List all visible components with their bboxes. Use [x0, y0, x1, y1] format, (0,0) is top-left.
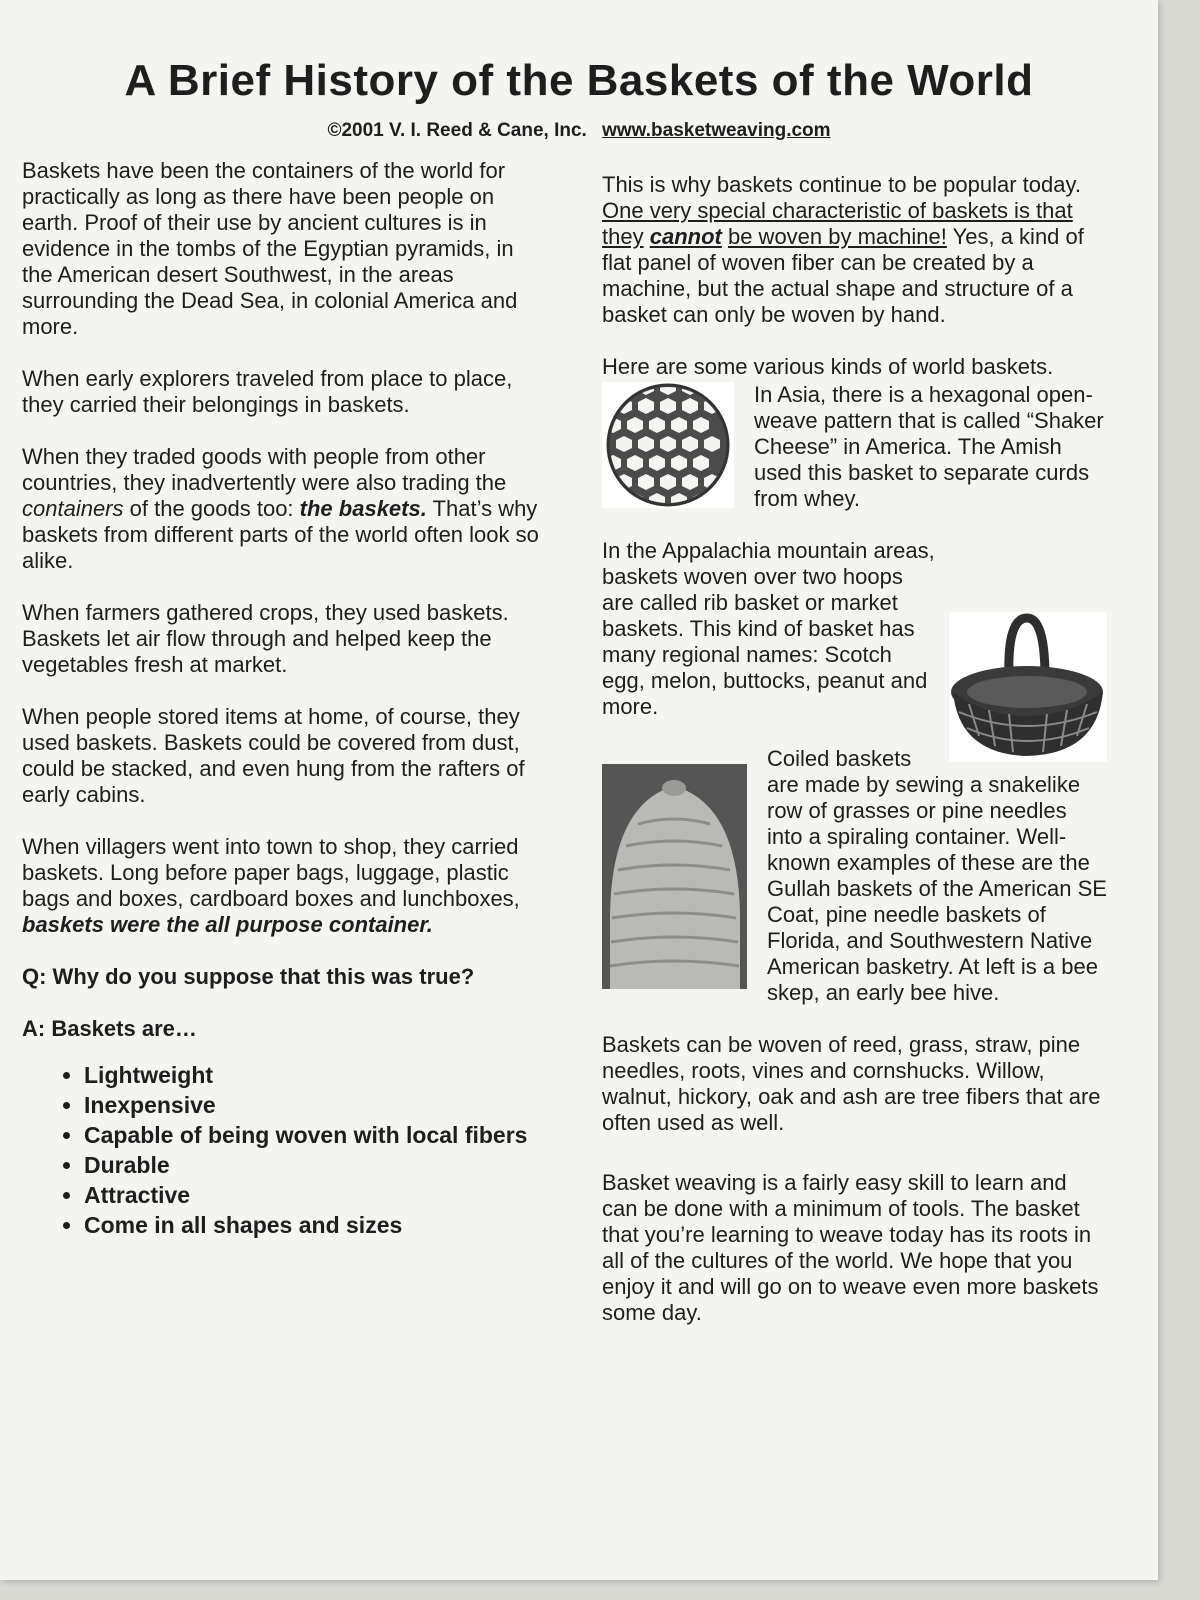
- list-item: • Lightweight: [84, 1060, 542, 1090]
- left-column: [22, 158, 542, 1240]
- page-title: A Brief History of the Baskets of the World: [124, 56, 1034, 105]
- answer: A: Baskets are…: [22, 1016, 197, 1041]
- materials-paragraph: Baskets can be woven of reed, grass, straw, pine needles, roots, vines and cornshucks. Willow, walnut, hickory, oak and ash are tree fibers that are often used as well.: [602, 1032, 1101, 1135]
- answer-list: [22, 1060, 542, 1240]
- bee-skep-image: [602, 764, 747, 989]
- hex-basket-paragraph: In Asia, there is a hexagonal open-weave pattern that is called “Shaker Cheese” in America. The Amish used this basket to separate curds from whey.: [754, 382, 1104, 511]
- hex-basket-icon: [602, 382, 734, 508]
- rib-basket-paragraph: In the Appalachia mountain areas, baskets woven over two hoops are called rib basket or market baskets. This kind of basket has many regional names: Scotch egg, melon, buttocks, peanut and more.: [602, 538, 935, 719]
- list-item: • Durable: [84, 1150, 542, 1180]
- storage-paragraph: When people stored items at home, of course, they used baskets. Baskets could be covered from dust, could be stacked, and even hung from the rafters of early cabins.: [22, 704, 525, 807]
- website-link[interactable]: www.basketweaving.com: [602, 120, 831, 141]
- villagers-paragraph: When villagers went into town to shop, they carried baskets. Long before paper bags, luggage, plastic bags and boxes, cardboard boxes and lunchboxes, baskets were the all purpose container.: [22, 834, 520, 937]
- popular-paragraph: This is why baskets continue to be popular today. One very special characteristic of baskets is that they cannot be woven by machine! Yes, a kind of flat panel of woven fiber can be created by a machine, but the actual shape and structure of a basket can only be woven by hand.: [602, 172, 1084, 327]
- closing-paragraph: Basket weaving is a fairly easy skill to learn and can be done with a minimum of tools. The basket that you’re learning to weave today has its roots in all of the cultures of the world. We hope that you enjoy it and will go on to weave even more baskets some day.: [602, 1170, 1099, 1325]
- question: Q: Why do you suppose that this was true?: [22, 964, 475, 989]
- rib-basket-icon: [949, 612, 1107, 762]
- byline: [0, 120, 1158, 142]
- list-item: • Come in all shapes and sizes: [84, 1210, 542, 1240]
- explorers-paragraph: When early explorers traveled from place to place, they carried their belongings in baskets.: [22, 366, 513, 417]
- company-name: V. I. Reed & Cane, Inc.: [389, 120, 587, 141]
- copyright: ©2001: [327, 120, 384, 141]
- hex-basket-image: [602, 382, 734, 508]
- kinds-intro: Here are some various kinds of world baskets.: [602, 354, 1054, 379]
- trade-paragraph: When they traded goods with people from other countries, they inadvertently were also trading the containers of the goods too: the baskets. That’s why baskets from different parts of the world often look so alike.: [22, 444, 539, 573]
- list-item: • Inexpensive: [84, 1090, 542, 1120]
- list-item: • Capable of being woven with local fibers: [84, 1120, 542, 1150]
- bee-skep-icon: [602, 764, 747, 989]
- coiled-basket-paragraph: Coiled baskets are made by sewing a snakelike row of grasses or pine needles into a spiraling container. Well-known examples of these are the Gullah baskets of the American SE Coat, pine needle baskets of Florida, and Southwestern Native American basketry. At left is a bee skep, an early bee hive.: [767, 746, 1107, 1005]
- right-column: [602, 172, 1107, 1352]
- intro-paragraph: Baskets have been the containers of the world for practically as long as there have been people on earth. Proof of their use by ancient cultures is in evidence in the tombs of the Egyptian pyramids, in the American desert Southwest, in the areas surrounding the Dead Sea, in colonial America and more.: [22, 158, 518, 339]
- farmers-paragraph: When farmers gathered crops, they used baskets. Baskets let air flow through and helped keep the vegetables fresh at market.: [22, 600, 509, 677]
- rib-basket-image: [949, 612, 1107, 762]
- list-item: • Attractive: [84, 1180, 542, 1210]
